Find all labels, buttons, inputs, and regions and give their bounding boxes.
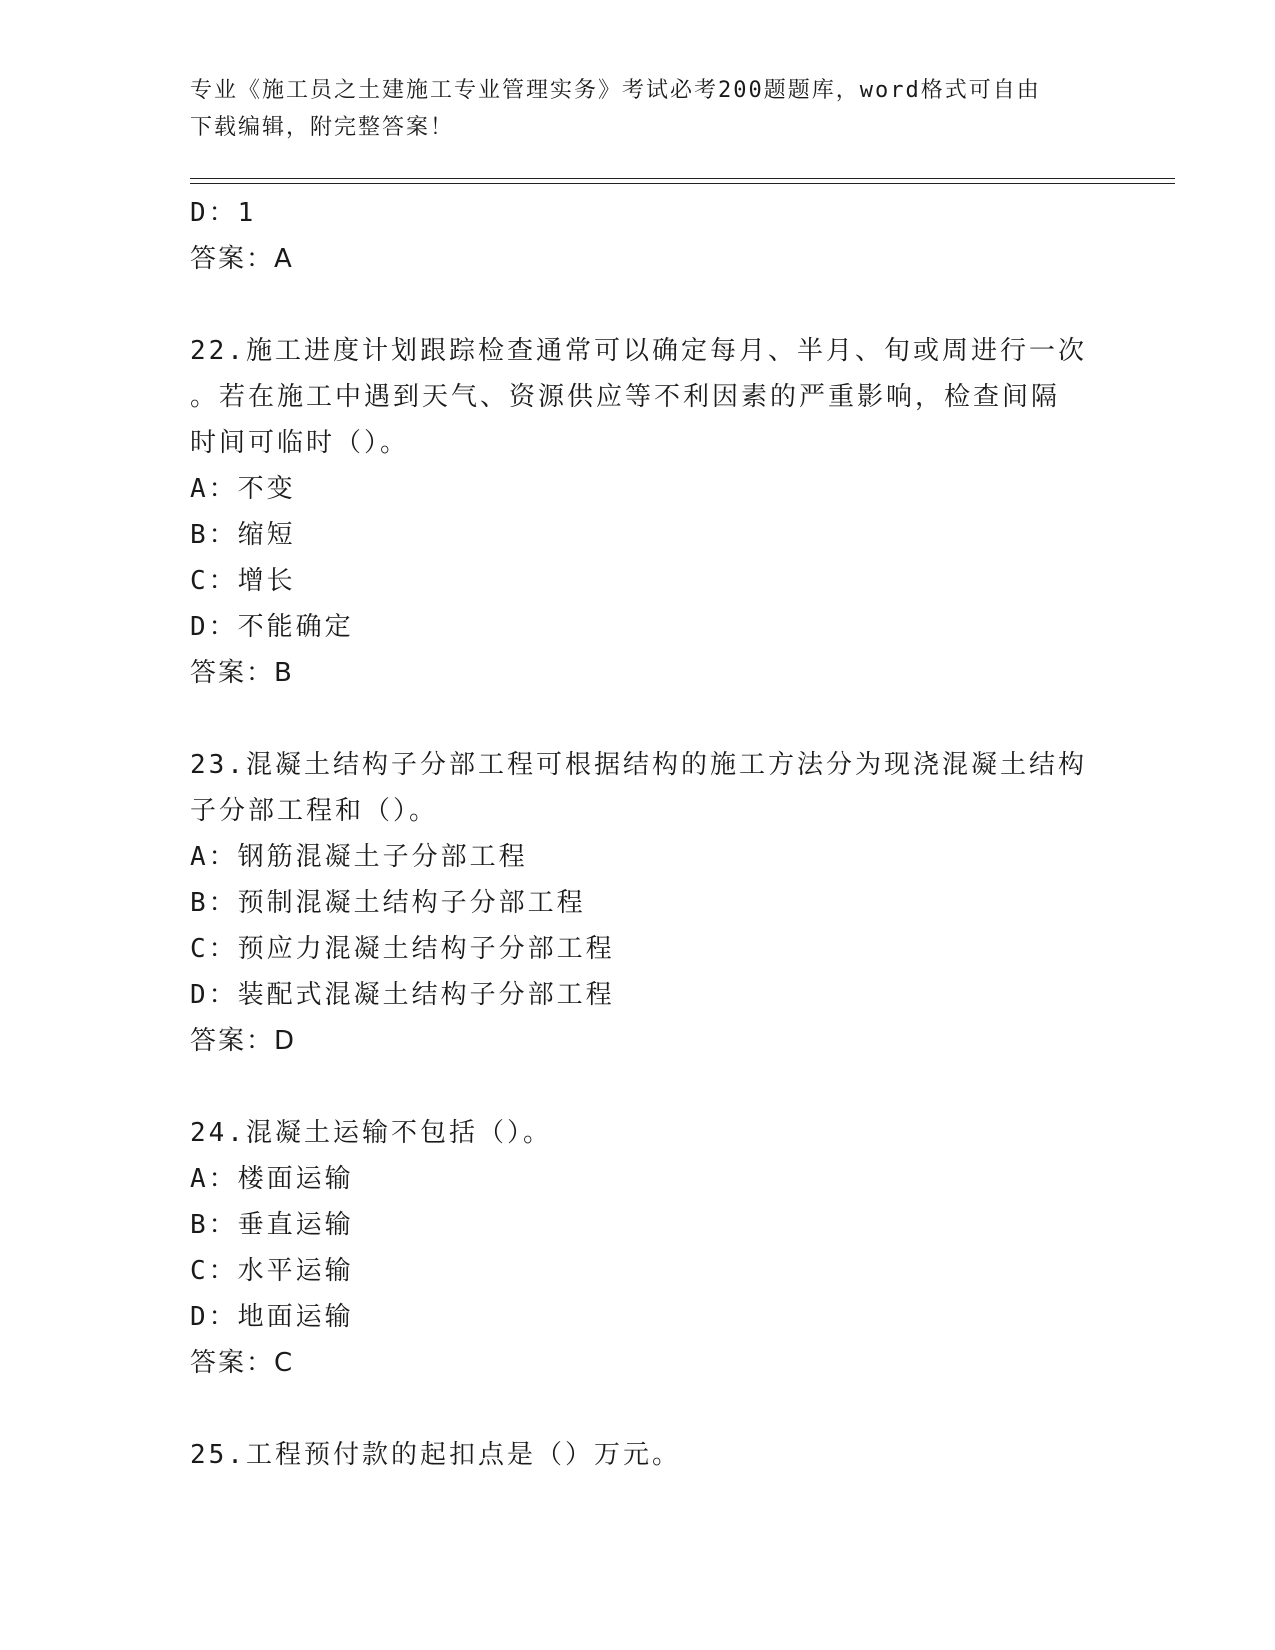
question-text-line: 25.工程预付款的起扣点是（）万元。 (190, 1440, 681, 1470)
option-b: B：垂直运输 (190, 1210, 354, 1240)
answer-line: 答案：A (190, 244, 294, 274)
option-b: B：预制混凝土结构子分部工程 (190, 888, 586, 918)
header-line-2: 下载编辑，附完整答案！ (190, 115, 455, 140)
answer-line: 答案：D (190, 1026, 297, 1056)
header-divider-bottom (190, 183, 1175, 184)
answer-line: 答案：C (190, 1348, 295, 1378)
option-d: D：地面运输 (190, 1302, 354, 1332)
header-divider-top (190, 178, 1175, 179)
option-a: A：楼面运输 (190, 1164, 354, 1194)
question-block-22 (190, 328, 1090, 696)
answer-line: 答案：B (190, 658, 294, 688)
option-b: B：缩短 (190, 520, 296, 550)
question-block-25 (190, 1432, 1090, 1478)
question-block-23 (190, 742, 1090, 1064)
question-content (190, 190, 1090, 1478)
question-block-24 (190, 1110, 1090, 1386)
option-a: A：钢筋混凝土子分部工程 (190, 842, 528, 872)
option-d: D：1 (190, 198, 257, 228)
header-line-1: 专业《施工员之土建施工专业管理实务》考试必考200题题库，word格式可自由 (190, 78, 1041, 103)
document-header (190, 72, 1090, 146)
question-text-line: 24.混凝土运输不包括（）。 (190, 1118, 552, 1148)
question-text-line: 23.混凝土结构子分部工程可根据结构的施工方法分为现浇混凝土结构 (190, 750, 1087, 780)
option-d: D：不能确定 (190, 612, 354, 642)
option-c: C：增长 (190, 566, 296, 596)
option-c: C：预应力混凝土结构子分部工程 (190, 934, 615, 964)
question-text-line: 子分部工程和（）。 (190, 796, 439, 826)
option-a: A：不变 (190, 474, 296, 504)
option-c: C：水平运输 (190, 1256, 354, 1286)
question-text-line: 时间可临时（）。 (190, 428, 410, 458)
question-text-line: 22.施工进度计划跟踪检查通常可以确定每月、半月、旬或周进行一次 (190, 336, 1087, 366)
question-text-line: 。若在施工中遇到天气、资源供应等不利因素的严重影响，检查间隔 (190, 382, 1061, 412)
option-d: D：装配式混凝土结构子分部工程 (190, 980, 615, 1010)
